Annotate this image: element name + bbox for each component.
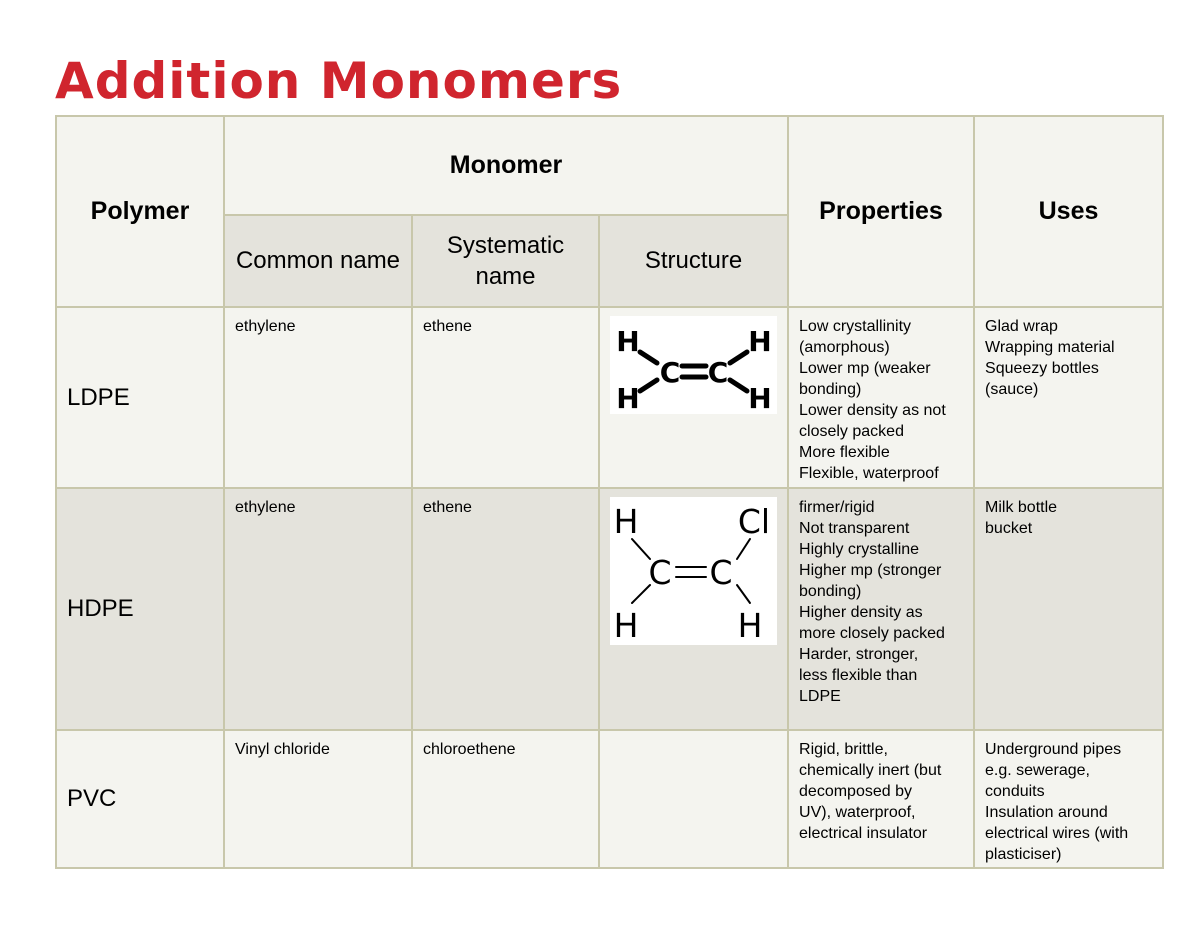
header-polymer: Polymer	[56, 116, 224, 307]
atom-label: C	[709, 553, 733, 592]
atom-label: C	[707, 356, 729, 389]
property-line: more closely packed	[799, 625, 945, 642]
atom-label: H	[616, 325, 640, 358]
property-line: More flexible	[799, 444, 890, 461]
use-line: electrical wires (with	[985, 825, 1129, 842]
property-line: chemically inert (but	[799, 762, 942, 779]
property-line: UV), waterproof,	[799, 804, 916, 821]
property-line: Higher mp (stronger	[799, 562, 942, 579]
property-line: Harder, stronger,	[799, 646, 919, 663]
chloroethene-structure-diagram	[610, 497, 777, 645]
property-line: Low crystallinity	[799, 318, 912, 335]
use-line: (sauce)	[985, 381, 1039, 398]
property-line: Flexible, waterproof	[799, 465, 939, 482]
uses-cell	[974, 488, 1163, 730]
systematic-name-cell: ethene	[412, 488, 599, 730]
table-row	[56, 488, 1163, 730]
uses-cell	[974, 730, 1163, 868]
atom-label: C	[648, 553, 672, 592]
atom-label: H	[616, 382, 640, 414]
use-line: Insulation around	[985, 804, 1108, 821]
atom-label: Cl	[737, 502, 771, 541]
use-line: e.g. sewerage,	[985, 762, 1090, 779]
header-monomer: Monomer	[224, 116, 788, 215]
atom-label: H	[613, 502, 639, 541]
properties-cell	[788, 307, 974, 488]
use-line: Milk bottle	[985, 499, 1058, 516]
property-line: Lower mp (weaker	[799, 360, 931, 377]
property-line: Lower density as not	[799, 402, 946, 419]
use-line: bucket	[985, 520, 1033, 537]
structure-cell	[599, 488, 788, 730]
properties-cell	[788, 488, 974, 730]
systematic-name-cell: chloroethene	[412, 730, 599, 868]
table-row	[56, 307, 1163, 488]
atom-label: C	[659, 356, 681, 389]
property-line: Highly crystalline	[799, 541, 920, 558]
properties-cell	[788, 730, 974, 868]
property-line: Rigid, brittle,	[799, 741, 888, 758]
systematic-name-cell: ethene	[412, 307, 599, 488]
use-line: Wrapping material	[985, 339, 1115, 356]
property-line: closely packed	[799, 423, 904, 440]
header-systematic-name: Systematic name	[412, 215, 599, 307]
common-name-cell: ethylene	[224, 307, 412, 488]
page-title: Addition Monomers	[55, 52, 623, 110]
polymer-cell: PVC	[56, 730, 224, 868]
uses-cell	[974, 307, 1163, 488]
property-line: bonding)	[799, 381, 862, 398]
property-line: bonding)	[799, 583, 862, 600]
monomers-table	[55, 115, 1164, 869]
structure-cell	[599, 730, 788, 868]
property-line: firmer/rigid	[799, 499, 875, 516]
polymer-cell: LDPE	[56, 307, 224, 488]
property-line: electrical insulator	[799, 825, 928, 842]
property-line: Not transparent	[799, 520, 910, 537]
atom-label: H	[748, 325, 772, 358]
header-uses: Uses	[974, 116, 1163, 307]
common-name-cell: Vinyl chloride	[224, 730, 412, 868]
use-line: conduits	[985, 783, 1045, 800]
property-line: LDPE	[799, 688, 841, 705]
property-line: Higher density as	[799, 604, 923, 621]
use-line: plasticiser)	[985, 846, 1062, 863]
atom-label: H	[737, 606, 763, 645]
property-line: (amorphous)	[799, 339, 890, 356]
structure-cell	[599, 307, 788, 488]
atom-label: H	[613, 606, 639, 645]
atom-label: H	[748, 382, 772, 414]
common-name-cell: ethylene	[224, 488, 412, 730]
header-common-name: Common name	[224, 215, 412, 307]
property-line: less flexible than	[799, 667, 918, 684]
use-line: Underground pipes	[985, 741, 1122, 758]
use-line: Glad wrap	[985, 318, 1058, 335]
polymer-cell: HDPE	[56, 488, 224, 730]
table-row	[56, 730, 1163, 868]
header-properties: Properties	[788, 116, 974, 307]
ethene-structure-diagram	[610, 316, 777, 414]
use-line: Squeezy bottles	[985, 360, 1099, 377]
header-structure: Structure	[599, 215, 788, 307]
property-line: decomposed by	[799, 783, 912, 800]
